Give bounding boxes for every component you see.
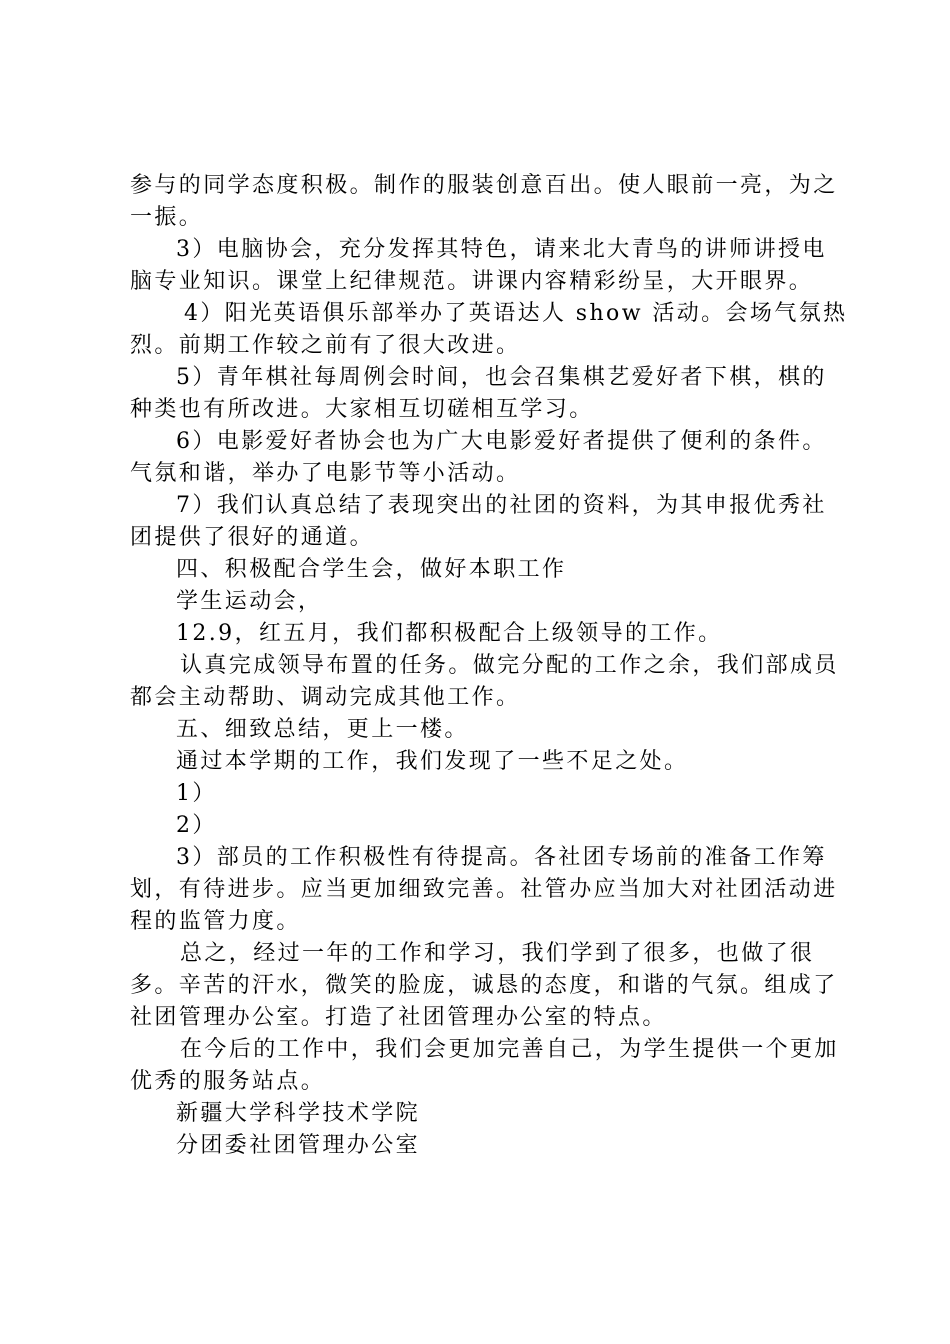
list-item-three: 3）部员的工作积极性有待提高。各社团专场前的准备工作筹划，有待进步。应当更加细致完善。社管办应当加大对社团活动进程的监管力度。	[130, 845, 838, 934]
paragraph-tasks: 认真完成领导布置的任务。做完分配的工作之余，我们部成员都会主动帮助、调动完成其他工作。	[130, 653, 839, 710]
paragraph-film-club: 6）电影爱好者协会也为广大电影爱好者提供了便利的条件。气氛和谐，举办了电影节等小活动。	[130, 429, 827, 486]
paragraph-shortcomings: 通过本学期的工作，我们发现了一些不足之处。	[176, 749, 689, 774]
paragraph-english-club: 4）阳光英语俱乐部举办了英语达人 show 活动。会场气氛热烈。前期工作较之前有了很大改进。	[130, 301, 848, 358]
section-heading-four: 四、积极配合学生会，做好本职工作	[176, 557, 567, 582]
signature-office: 分团委社团管理办公室	[176, 1133, 421, 1158]
signature-institution: 新疆大学科学技术学院	[176, 1101, 421, 1126]
paragraph-conclusion: 总之，经过一年的工作和学习，我们学到了很多，也做了很多。辛苦的汗水，微笑的脸庞，诚恳的态度，和谐的气氛。组成了社团管理办公室。打造了社团管理办公室的特点。	[130, 941, 838, 1030]
list-item-one: 1）	[176, 781, 217, 806]
paragraph-summary-excellent: 7）我们认真总结了表现突出的社团的资料，为其申报优秀社团提供了很好的通道。	[130, 493, 827, 550]
paragraph-future: 在今后的工作中，我们会更加完善自己，为学生提供一个更加优秀的服务站点。	[130, 1037, 839, 1094]
paragraph-computer-club: 3）电脑协会，充分发挥其特色，请来北大青鸟的讲师讲授电脑专业知识。课堂上纪律规范。讲课内容精彩纷呈，大开眼界。	[130, 237, 827, 294]
paragraph-chess-club: 5）青年棋社每周例会时间，也会召集棋艺爱好者下棋，棋的种类也有所改进。大家相互切磋相互学习。	[130, 365, 827, 422]
section-heading-five: 五、细致总结，更上一楼。	[176, 717, 469, 742]
list-item-two: 2）	[176, 813, 217, 838]
paragraph-december-nine: 12.9，红五月，我们都积极配合上级领导的工作。	[176, 621, 723, 646]
paragraph-sports-meet: 学生运动会，	[176, 589, 323, 614]
paragraph-intro: 参与的同学态度积极。制作的服装创意百出。使人眼前一亮，为之一振。	[130, 173, 838, 230]
document-body	[130, 170, 850, 1162]
